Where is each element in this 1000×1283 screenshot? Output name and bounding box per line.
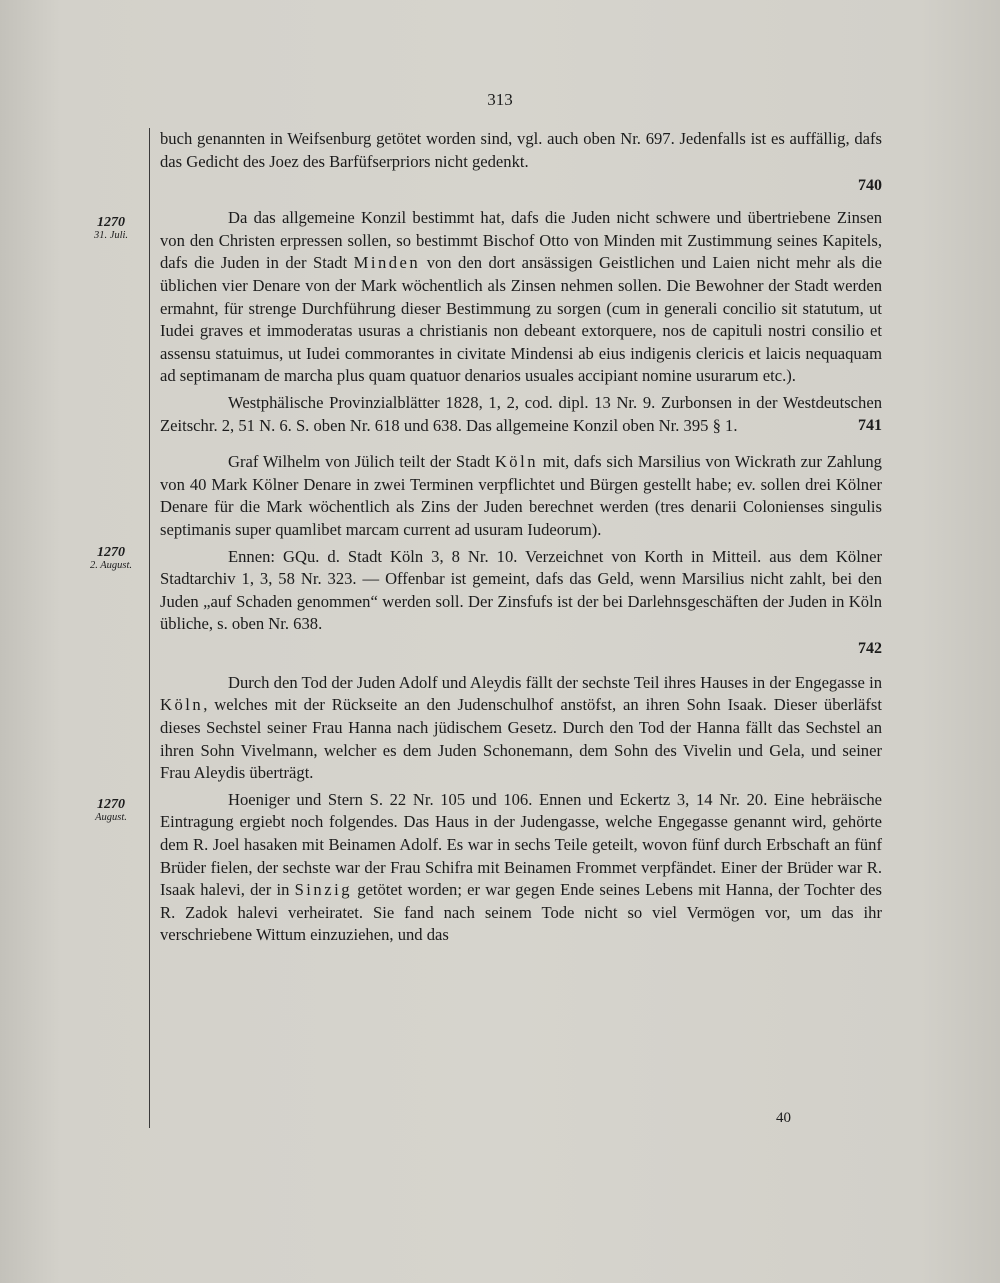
margin-date [76, 546, 146, 572]
continued-paragraph: buch genannten in Weifsenburg getötet worden sind, vgl. auch oben Nr. 697. Jedenfalls ist es auffällig, dafs das Gedicht des Joez des Barfüfserpriors nicht gedenkt. [160, 129, 882, 171]
date-year: 1270 [97, 797, 125, 812]
entry-741-citation: Ennen: GQu. d. Stadt Köln 3, 8 Nr. 10. Verzeichnet von Korth in Mitteil. aus dem Kölner Stadtarchiv 1, 3, 58 Nr. 323. — Offenbar ist gemeint, dafs das Geld, wenn Marsilius nicht zahlt, bei den Juden „auf Schaden genommen“ werden soll. Der Zinsfufs ist der bei Darlehnsgeschäften der Juden in Köln übliche, s. oben Nr. 638. [160, 546, 882, 634]
signature-mark: 40 [776, 1110, 791, 1126]
entry-number: 740 [858, 177, 882, 195]
date-year: 1270 [97, 545, 125, 560]
place-name: Köln [494, 452, 538, 472]
text-run: getötet worden; er war gegen Ende seines Lebens mit Hanna, der Tochter des R. Zadok halevi verheiratet. Sie fand nach seinem Tode nicht so viel Vermögen vor, um das ihr verschriebene Wittum einzuziehen, und das [160, 880, 883, 945]
margin-rule [149, 128, 150, 1128]
margin-date [76, 798, 146, 824]
entry-742-citation [160, 789, 882, 947]
place-name: Köln [160, 695, 204, 715]
entry-742-summary [160, 672, 882, 785]
text-run: mit, dafs sich Marsilius von Wickrath zur Zahlung von 40 Mark Kölner Denare in zwei Terminen verpflichtet und Bürgen gestellt habe; ev. sollen drei Kölner Denare für die Mark wöchentlich als Zins der Juden berechnet werden (tres denarii Colonienses singulis septimanis super quamlibet marcam current ad usuram Iudeorum). [160, 452, 882, 539]
text-run: Durch den Tod der Juden Adolf und Aleydis fällt der sechste Teil ihres Hauses in der Engegasse in [228, 672, 882, 692]
entry-741-summary [160, 451, 882, 541]
entry-number: 742 [858, 639, 882, 657]
main-text [160, 128, 882, 947]
entry-number: 741 [858, 417, 882, 435]
text-run: Hoeniger und Stern S. 22 Nr. 105 und 106. Ennen und Eckertz 3, 14 Nr. 20. Eine hebräische Eintragung ergiebt noch folgendes. Das Haus in der Judengasse, welche Engegasse genannt wird, gehörte dem R. Joel hasaken mit Beinamen Adolf. Es war in sechs Teile geteilt, wovon fünf durch Erbschaft an fünf Brüder fielen, der sechste war der Frau Schifra mit Beinamen Frommet verpfändet. Einer der Brüder war R. Isaak halevi, der in [160, 789, 882, 900]
text-run: , welches mit der Rückseite an den Judenschulhof anstöfst, an ihren Sohn Isaak. Dieser überläfst dieses Sechstel seiner Frau Hanna nach jüdischem Gesetz. Durch den Tod der Hanna fällt das Sechstel an ihren Sohn Vivelmann, welcher es dem Juden Schonemann, dem Sohn des Vivelin und Gela, und seiner Frau Aleydis überträgt. [160, 695, 882, 783]
date-day: 2. August. [89, 560, 133, 571]
text-run: von den dort ansässigen Geistlichen und Laien nicht mehr als die üblichen vier Denare von der Mark wöchentlich als Zinsen nehmen sollen. Die Bewohner der Stadt werden ermahnt, für strenge Durchführung dieser Bestimmung zu sorgen (cum in generali concilio sit statutum, ut Iudei graves et immoderatas usuras a christianis non debeant extorquere, nos de capituli nostri consilio et assensu statuimus, ut Iudei commorantes in civitate Mindensi ab eius indigenis clericis et laicis nequaquam ad septimanam de marcha plus quam quatuor denarios usuales accipiant nomine usurarum etc.). [160, 253, 883, 386]
page-number: 313 [487, 90, 513, 109]
place-name: Sinzig [294, 880, 352, 900]
date-year: 1270 [97, 215, 125, 230]
text-run: Graf Wilhelm von Jülich teilt der Stadt [228, 452, 490, 472]
entry-740-citation: Westphälische Provinzialblätter 1828, 1, 2, cod. dipl. 13 Nr. 9. Zurbonsen in der Westdeutschen Zeitschr. 2, 51 N. 6. S. oben Nr. 618 und 638. Das allgemeine Konzil oben Nr. 395 § 1. [160, 392, 882, 435]
date-day: 31. Juli. [93, 230, 129, 241]
date-day: August. [95, 812, 127, 823]
text-run: Da das allgemeine Konzil bestimmt hat, dafs die Juden nicht schwere und übertriebene Zinsen von den Christen erpressen sollen, so bestimmt Bischof Otto von Minden mit Zustimmung seines Kapitels, dafs die Juden in der Stadt [160, 208, 882, 273]
entry-740-summary [160, 207, 882, 388]
place-name: Minden [353, 253, 421, 273]
margin-date [76, 216, 146, 242]
